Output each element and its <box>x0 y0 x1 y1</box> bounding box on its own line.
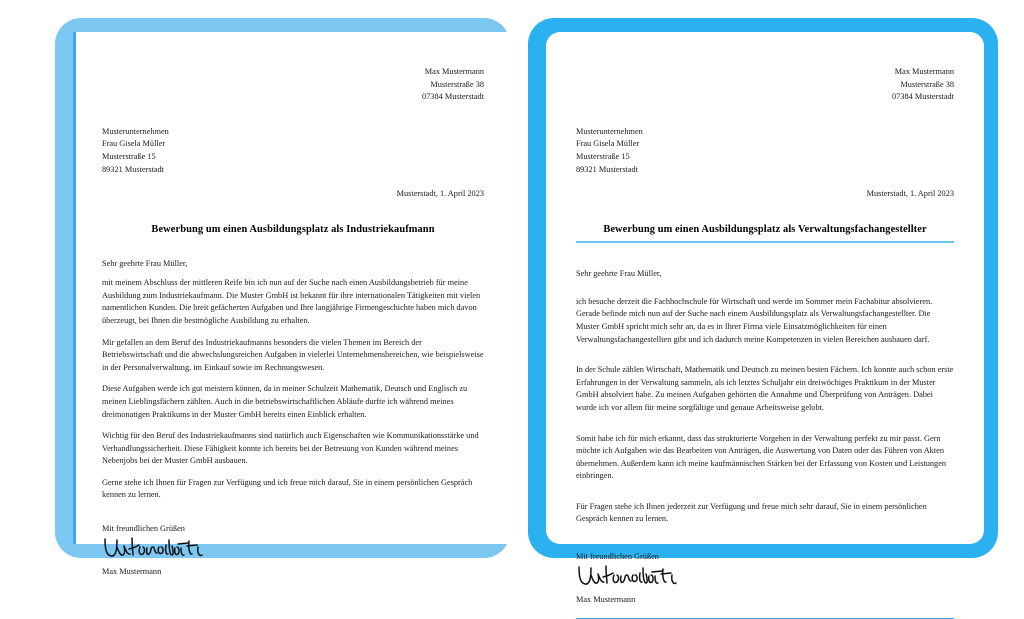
body-paragraph: Wichtig für den Beruf des Industriekaufmanns sind natürlich auch Eigenschaften wie Kommunikationsstärke und Verhandlungssicherheit. Diese Fähigkeit konnte ich bereits bei der Betreuung von Kunden während meines Nebenjobs bei der Muster GmbH ausbauen. <box>102 431 479 466</box>
sender-city: 07384 Musterstadt <box>892 92 954 102</box>
place-and-date: Musterstadt, 1. April 2023 <box>396 189 484 199</box>
body-paragraph: Mir gefallen an dem Beruf des Industriekaufmanns besonders die vielen Themen im Bereich der Betriebswirtschaft und die abwechslungsreichen Aufgaben in vielerlei Unternehmensbereichen, wie beispielsweise in der Personalverwaltung, im Einkauf sowie im Rechnungswesen. <box>102 337 484 372</box>
sender-street: Musterstraße 38 <box>900 79 954 89</box>
sender-address-block <box>576 66 954 104</box>
sender-street: Musterstraße 38 <box>430 79 484 89</box>
recipient-company: Musterunternehmen <box>576 126 643 136</box>
handwritten-signature-icon <box>576 563 954 593</box>
letter-paper <box>73 32 510 577</box>
subject-underline <box>576 241 954 243</box>
closing-phrase: Mit freundlichen Grüßen <box>102 524 185 534</box>
sender-address-block <box>102 66 484 104</box>
recipient-person: Frau Gisela Müller <box>576 139 640 149</box>
body-paragraph: Gerne stehe ich Ihnen für Fragen zur Verfügung und ich freue mich darauf, Sie in einem persönlichen Gespräch kennen zu lernen. <box>102 477 473 500</box>
recipient-city: 89321 Musterstadt <box>102 164 164 174</box>
handwritten-signature-icon <box>102 535 484 565</box>
body-paragraph: ich besuche derzeit die Fachhochschule für Wirtschaft und werde im Sommer mein Fachabitur absolvieren. Gerade befinde mich nun auf der Suche nach einem Ausbildungsplatz als Verwaltungsfachangestellter. Die Muster GmbH spricht mich sehr an, da es in Ihrer Firma viele Einsatzmöglichkeiten für einen Verwaltungsfachangestellten gibt und ich dadurch meine Kompetenzen in vielen Bereichen ausbauen darf. <box>576 296 933 344</box>
recipient-street: Musterstraße 15 <box>102 151 156 161</box>
recipient-person: Frau Gisela Müller <box>102 139 166 149</box>
body-paragraph: Für Fragen stehe ich Ihnen jederzeit zur Verfügung und freue mich sehr darauf, Sie in einem persönlichen Gespräch kennen zu lernen. <box>576 501 927 524</box>
sender-name: Max Mustermann <box>894 67 954 76</box>
sender-city: 07384 Musterstadt <box>422 92 484 102</box>
body-paragraph: Somit habe ich für mich erkannt, dass das strukturierte Vorgehen in der Verwaltung perfekt zu mir passt. Gern möchte ich Aufgaben wie das Bearbeiten von Anträgen, die Auswertung von Daten oder das Führen von Akten übernehmen. Außerdem kann ich meine kaufmännischen Stärken bei der Erfassung von Kosten und Leistungen einbringen. <box>576 433 947 481</box>
body-paragraph: mit meinem Abschluss der mittleren Reife bin ich nun auf der Suche nach einen Ausbildungsbetrieb für meine Ausbildung zum Industriekaufmann. Die Muster GmbH ist bekannt für ihre internationalen Tätigkeiten mit vielen namentlichen Kunden. Die breit gefächerten Aufgaben und Ihre langjährige Firmengeschichte haben mich davon überzeugt, bei Ihnen die bestmögliche Ausbildung zu erhalten. <box>102 278 481 325</box>
place-and-date: Musterstadt, 1. April 2023 <box>866 189 954 199</box>
body-paragraph: Diese Aufgaben werde ich gut meistern können, da in meiner Schulzeit Mathematik, Deutsch und Englisch zu meinen Lieblingsfächern zählten. Auch in die betriebswirtschaftlichen Abläufe durfte ich während meines dreimonatigen Praktikums in der Muster GmbH bereits einen Einblick erhalten. <box>102 384 468 419</box>
closing-phrase: Mit freundlichen Grüßen <box>576 552 659 562</box>
subject-line: Bewerbung um einen Ausbildungsplatz als Industriekaufmann <box>151 224 435 236</box>
recipient-address-block <box>102 126 484 176</box>
salutation: Sehr geehrte Frau Müller, <box>576 268 662 278</box>
letter-card-industriekaufmann[interactable] <box>55 18 510 577</box>
letter-paper <box>546 32 984 605</box>
salutation: Sehr geehrte Frau Müller, <box>102 259 188 269</box>
sender-name: Max Mustermann <box>424 67 484 76</box>
signer-name: Max Mustermann <box>102 567 162 577</box>
body-paragraph: In der Schule zählen Wirtschaft, Mathematik und Deutsch zu meinen besten Fächern. Ich konnte auch schon erste Erfahrungen in der Verwaltung sammeln, als ich letztes Schuljahr ein dreiwöchiges Praktikum in der Muster GmbH absolviert habe. Zu meinen Aufgaben gehörten die Annahme und Überprüfung von Anträgen. Dabei wurde ich vor allem für meine sorgfältige und genaue Arbeitsweise gelobt. <box>576 365 954 412</box>
recipient-city: 89321 Musterstadt <box>576 164 638 174</box>
recipient-street: Musterstraße 15 <box>576 151 630 161</box>
recipient-company: Musterunternehmen <box>102 126 169 136</box>
subject-line: Bewerbung um einen Ausbildungsplatz als Verwaltungsfachangestellter <box>603 224 927 236</box>
signer-name: Max Mustermann <box>576 595 636 605</box>
recipient-address-block <box>576 126 954 176</box>
letter-card-verwaltungsfachangestellter[interactable] <box>528 18 998 605</box>
